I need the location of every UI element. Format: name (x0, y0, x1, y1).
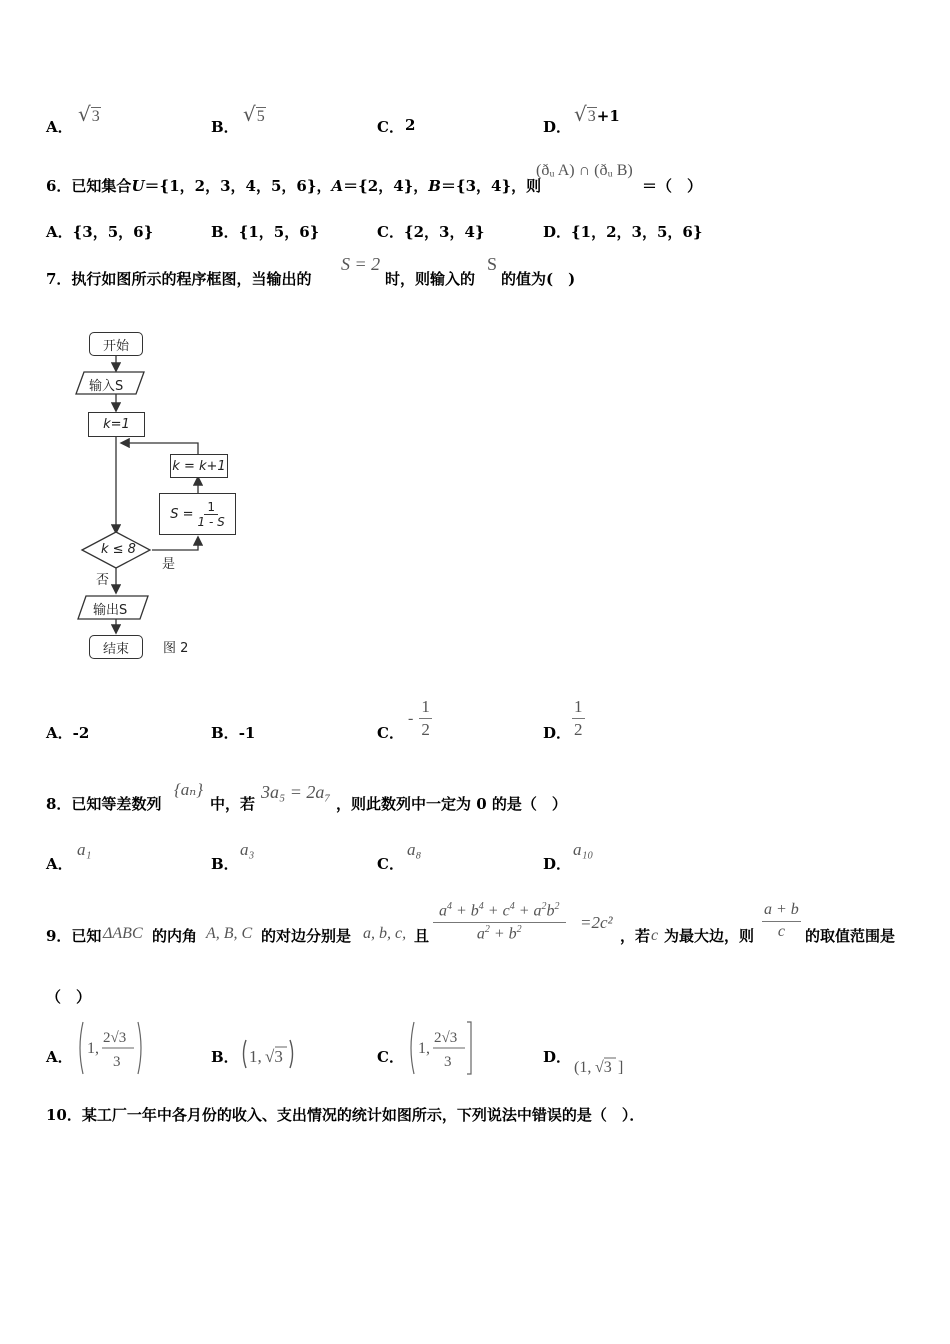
q9-stem-f: 的取值范围是 (805, 927, 896, 945)
q9-option-a-math (76, 1020, 146, 1076)
q8-option-c-label: C． (377, 855, 404, 873)
q9-ratio: $\frac{a + b}{c}$ (764, 901, 799, 940)
q5-option-c-value: 2 (405, 116, 416, 134)
svg-text:(1,: (1, (574, 1059, 592, 1076)
q7-option-c-value: - $\frac{1}{2}$ (408, 697, 430, 740)
svg-text:1,: 1, (249, 1047, 262, 1066)
q6-formula: (ðᵤ A) ∩ (ðᵤ B) (536, 162, 633, 179)
q9-stem-e: 为最大边，则 (664, 927, 755, 945)
q7-stem-pre: 7．执行如图所示的程序框图，当输出的 (46, 270, 312, 288)
q9-stem-pre: 9．已知 (46, 927, 102, 945)
q7-var: S (487, 254, 498, 274)
q9-option-d-value (572, 1050, 632, 1084)
q9-stem-c: 且 (414, 927, 430, 945)
q9-triangle: ΔABC (103, 925, 143, 942)
q8-stem-post: ，则此数列中一定为 0 的是（ ） (336, 795, 567, 813)
flowchart-condition: k ≤ 8 (101, 542, 136, 557)
q9-option-c-label: C． (377, 1048, 404, 1066)
q8-option-b-value: a₃ (240, 840, 255, 859)
q9-option-a-value (76, 1020, 146, 1080)
q8-stem-mid: 中，若 (210, 795, 256, 813)
q5-option-d-label: D． (543, 118, 572, 136)
q9-equation-rhs: =2c² (580, 913, 613, 932)
q8-seq: {aₙ} (174, 780, 203, 799)
flowchart-caption: 图 2 (163, 641, 189, 656)
q7-stem-post: 的值为( ) (501, 270, 576, 288)
q8-formula: 3a₅ = 2a₇ (261, 782, 331, 802)
q8-option-d-label: D． (543, 855, 572, 873)
q9-option-c-math (407, 1020, 477, 1076)
q8-option-b-label: B． (211, 855, 239, 873)
q9-stem-d: ，若 (620, 927, 651, 945)
flowchart-yes: 是 (162, 557, 176, 572)
flowchart-end: 结束 (89, 635, 143, 659)
flowchart-lines (0, 0, 300, 700)
flowchart-init: k=1 (88, 412, 145, 437)
flowchart-input: 输入S (89, 379, 124, 394)
q9-option-b-value (240, 1036, 300, 1076)
svg-text:√3: √3 (265, 1047, 283, 1066)
q9-option-d-label: D． (543, 1048, 572, 1066)
q7-option-c-label: C． (377, 724, 404, 742)
q7-option-d-value: $\frac{1}{2}$ (574, 697, 583, 740)
q5-option-a-label: A． (46, 118, 73, 136)
q8-option-d-value: a₁₀ (573, 840, 594, 859)
q9-stem-b: 的对边分别是 (261, 927, 352, 945)
q9-option-b-math (240, 1036, 300, 1072)
q9-paren: （ ） (46, 988, 92, 1006)
q5-option-a-value: √3 (78, 102, 100, 126)
q6-option-c: C．{2，3，4} (377, 223, 485, 241)
flowchart-assign: S = $\frac{1}{1 - S}$ (159, 493, 236, 535)
svg-text:1,: 1, (418, 1040, 430, 1057)
q6-stem: 6．已知集合U＝{1，2，3，4，5，6}，A＝{2，4}，B＝{3，4}，则 (46, 177, 542, 195)
q7-option-d-label: D． (543, 724, 572, 742)
flowchart-update: k = k+1 (170, 454, 228, 478)
q8-option-a-label: A． (46, 855, 73, 873)
q5-option-c-label: C． (377, 118, 404, 136)
q7-option-b: B．-1 (211, 724, 256, 742)
svg-text:2√3: 2√3 (103, 1030, 127, 1046)
q9-option-b-label: B． (211, 1048, 239, 1066)
svg-text:3: 3 (444, 1054, 452, 1070)
q8-stem-pre: 8．已知等差数列 (46, 795, 162, 813)
svg-text:√3: √3 (595, 1059, 612, 1076)
q5-option-d-value: √3+1 (574, 102, 620, 126)
flowchart-start: 开始 (89, 332, 143, 356)
svg-text:1,: 1, (87, 1040, 99, 1057)
q7-stem-mid: 时，则输入的 (385, 270, 476, 288)
svg-text:]: ] (618, 1059, 624, 1076)
q8-option-a-value: a₁ (77, 840, 92, 859)
q6-option-d: D．{1，2，3，5，6} (543, 223, 703, 241)
q10-stem: 10．某工厂一年中各月份的收入、支出情况的统计如图所示，下列说法中错误的是（ ）． (46, 1106, 645, 1124)
q6-stem-post: ＝（ ） (642, 177, 703, 195)
q9-option-c-value (407, 1020, 477, 1080)
q8-option-c-value: a₈ (407, 840, 422, 859)
svg-text:2√3: 2√3 (434, 1030, 458, 1046)
q6-option-a: A．{3，5，6} (46, 223, 154, 241)
q5-option-b-label: B． (211, 118, 239, 136)
q9-equation-fraction: $\frac{a^4 + b^4 + c^4 + a^2b^2}{a^2 + b^2}$ (433, 900, 566, 945)
q9-option-a-label: A． (46, 1048, 73, 1066)
q5-option-b-value: √5 (243, 102, 265, 126)
svg-text:3: 3 (113, 1054, 121, 1070)
flowchart-output: 输出S (93, 603, 128, 618)
q9-stem-a: 的内角 (152, 927, 198, 945)
flowchart-no: 否 (96, 573, 110, 588)
q6-option-b: B．{1，5，6} (211, 223, 320, 241)
q9-angles: A, B, C (206, 925, 253, 942)
q9-option-d-math (572, 1050, 632, 1080)
q9-var-c: c (651, 927, 659, 944)
q7-option-a: A．-2 (46, 724, 90, 742)
q9-sides: a, b, c, (363, 925, 407, 942)
q7-formula: S = 2 (341, 254, 381, 274)
